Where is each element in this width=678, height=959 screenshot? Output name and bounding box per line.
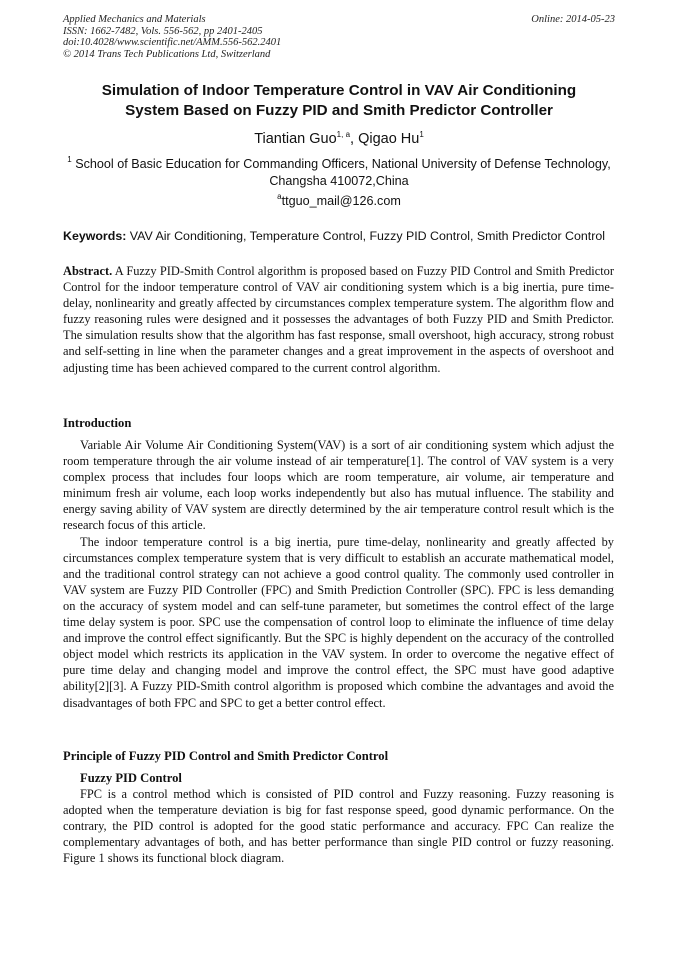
author-separator: , [350,131,359,147]
abstract-paragraph [63,263,614,376]
fuzzy-pid-paragraph-1: FPC is a control method which is consisted of PID control and Fuzzy reasoning. Fuzzy reasoning is adopted when the temperature deviation is big for fast response speed, good dynamic performance. On the contrary, the PID control is adopted for the good static performance and accuracy. FPC Can realize the complementary advantages of both, and has better performance than single PID control or fuzzy reasoning. Figure 1 shows its functional block diagram. [63,787,614,866]
online-date: Online: 2014-05-23 [531,14,615,25]
introduction-paragraph-2: The indoor temperature control is a big inertia, pure time-delay, nonlinearity and greatly affected by circumstances complex temperature system that is very difficult to establish an accurate mathematical model, and the traditional control strategy can not achieve a good control quality. The commonly used controller in VAV system are Fuzzy PID Controller (FPC) and Smith Prediction Controller (SPC). FPC is less demanding on the accuracy of system model and can self-tune parameter, but sometimes the control effect of the large time delay system is poor. SPC use the compensation of control loop to eliminate the influence of time delay and improve the control effect significantly. But the SPC is highly dependent on the accuracy of the controlled object model which restricts its application in the VAV system. In order to overcome the negative effect of pure time delay and changing model and improve the control effect, the SPC must have good adaptive ability[2][3]. A Fuzzy PID-Smith control algorithm is proposed which combine the advantages and avoid the disadvantages of both FPC and SPC to get a better control effect. [63,534,614,710]
keywords-text: VAV Air Conditioning, Temperature Control, Fuzzy PID Control, Smith Predictor Control [126,229,605,243]
fuzzy-pid-subheading: Fuzzy PID Control [80,771,182,785]
keywords-label: Keywords: [63,229,127,243]
email-address: ttguo_mail@126.com [281,194,401,208]
author-2-name: Qigao Hu [358,131,420,147]
abstract-label: Abstract. [63,264,113,278]
journal-name: Applied Mechanics and Materials [63,14,206,25]
affiliation [55,156,623,190]
principle-heading: Principle of Fuzzy PID Control and Smith Predictor Control [63,749,389,763]
email-superscript: a [277,192,282,201]
title-line-1: Simulation of Indoor Temperature Control in VAV Air Conditioning [101,82,577,99]
author-email [40,193,638,209]
affiliation-line-1 [55,156,623,173]
abstract-text: A Fuzzy PID-Smith Control algorithm is proposed based on Fuzzy PID Control and Smith Predictor Control for the indoor temperature control of VAV air conditioning system which is a big inertia, pure time-delay, nonlinearity and greatly affected by circumstances complex temperature system. The algorithm flow and fuzzy reasoning rules were designed and it possesses the advantages of both Fuzzy PID and Smith Predictor. The simulation results show that the algorithm has fast response, small overshoot, high accuracy, strong robust and self-setting in line when the parameter changes and a great improvement in the aspects of overshoot and adjusting time has been achieved compared to the current control algorithm. [63,264,614,375]
paper-title [40,81,638,121]
affiliation-line-2: Changsha 410072,China [269,174,409,188]
introduction-heading: Introduction [63,416,132,430]
journal-header [63,14,615,60]
keywords-line [63,228,623,244]
introduction-body [63,437,614,711]
author-2-superscript: 1 [419,130,424,139]
affiliation-text-1: School of Basic Education for Commanding Officers, National University of Defense Technology, [71,157,611,171]
author-1-superscript: 1, a [336,130,351,139]
doi-line: doi:10.4028/www.scientific.net/AMM.556-562.2401 [63,37,282,48]
introduction-paragraph-1: Variable Air Volume Air Conditioning System(VAV) is a sort of air conditioning system which adjust the room temperature through the air volume instead of air temperature[1]. The control of VAV system is a very complex process that includes four loops which are room temperature, air volume, air temperature and minimum fresh air volume, each loop works independently but also has mutual influence. The stability and energy saving ability of VAV system are directly determined by the air temperature control result which is the research focus of this article. [63,438,614,533]
author-1-name: Tiantian Guo [254,131,337,147]
copyright-line: © 2014 Trans Tech Publications Ltd, Switzerland [63,48,271,60]
author-list [40,130,638,148]
fuzzy-pid-body [63,786,614,866]
abstract-block [63,263,614,376]
issn-line: ISSN: 1662-7482, Vols. 556-562, pp 2401-2405 [63,25,263,37]
affiliation-superscript: 1 [67,155,72,164]
title-line-2: System Based on Fuzzy PID and Smith Predictor Controller [125,102,553,119]
